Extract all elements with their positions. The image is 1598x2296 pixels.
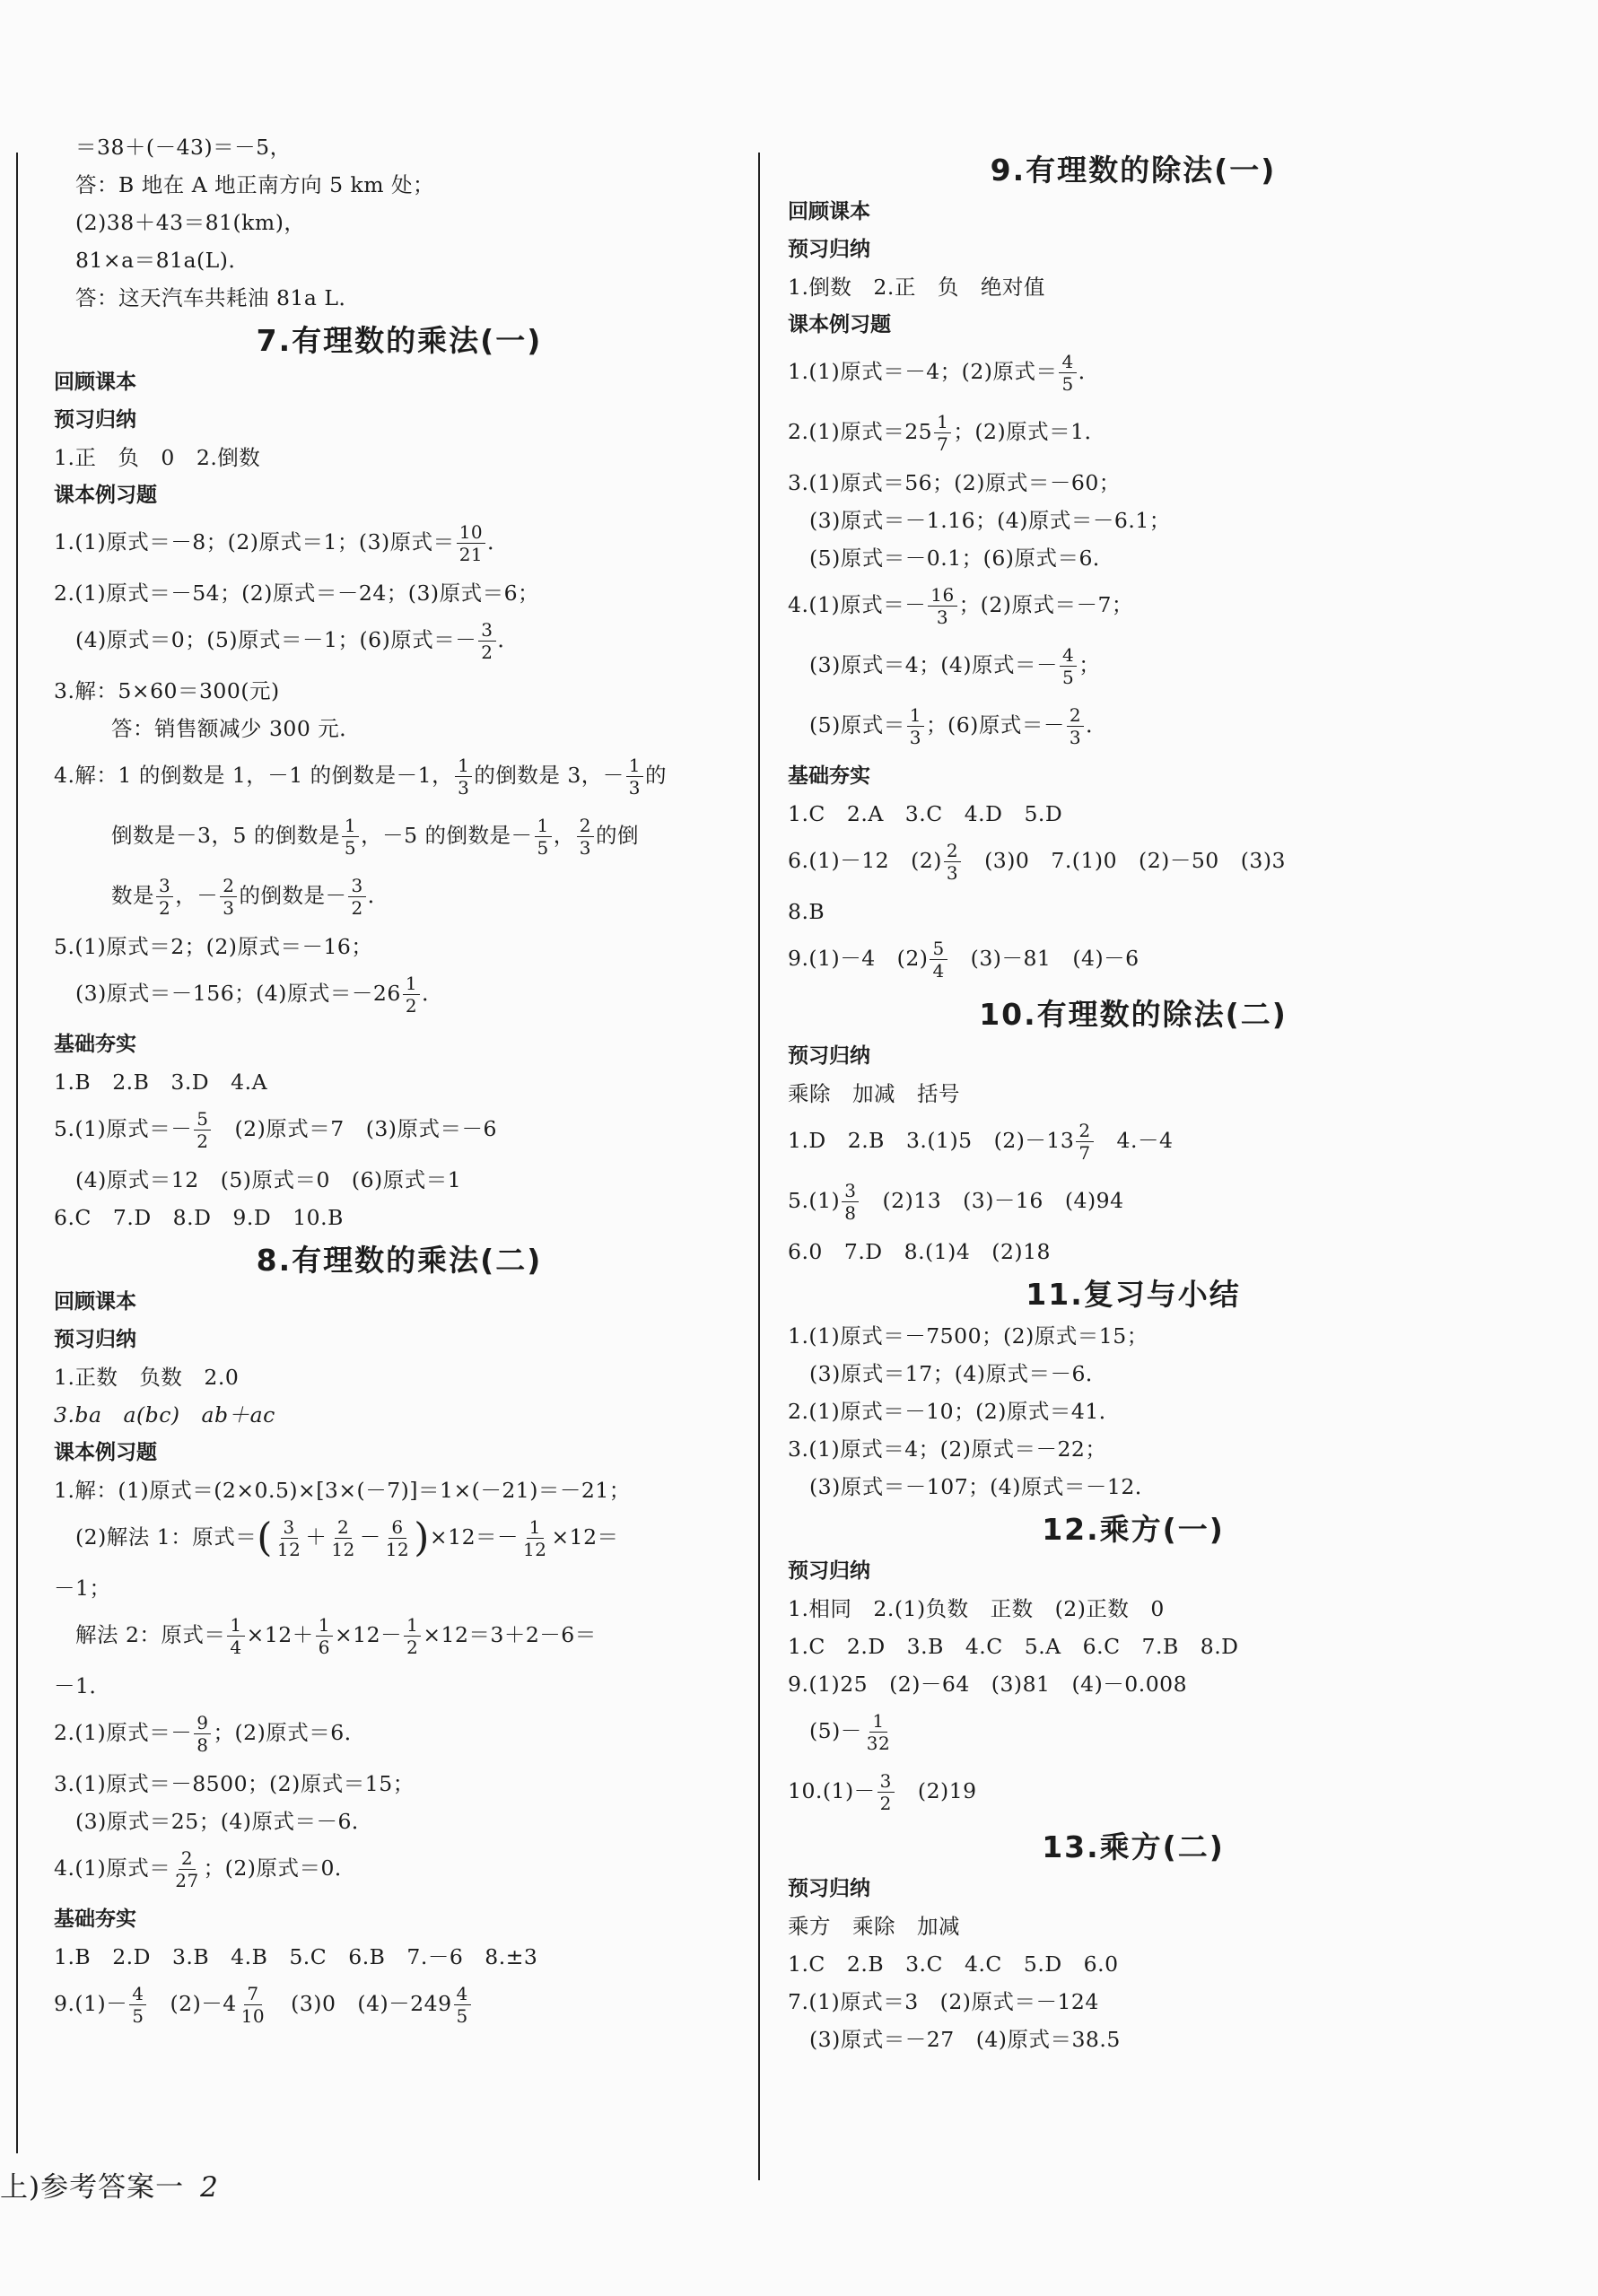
fraction: $\frac{1}{5}$ — [342, 816, 359, 858]
subheading: 基础夯实 — [788, 764, 870, 788]
fraction: $\frac{3}{2}$ — [348, 876, 365, 918]
subheading: 基础夯实 — [54, 1033, 136, 1056]
text-line: (5)原式＝ $\frac{1}{3}$ ；(6)原式＝－ $\frac{2}{3}$ ． — [809, 704, 1108, 748]
text-line: 6.C 7.D 8.D 9.D 10.B — [54, 1205, 344, 1230]
text-line: 1.相同 2.(1)负数 正数 (2)正数 0 — [788, 1596, 1165, 1621]
text-line: (3)原式＝25；(4)原式＝－6． — [75, 1809, 373, 1834]
subheading: 课本例习题 — [788, 313, 891, 336]
section-title-12: 12.乘方(一) — [1042, 1512, 1225, 1547]
fraction: $\frac{2}{3}$ — [1067, 705, 1084, 747]
fraction: $\frac{1}{3}$ — [455, 755, 472, 798]
text-line: 5.(1) $\frac{3}{8}$ (2)13 (3)－16 (4)94 — [788, 1180, 1124, 1224]
text-line: 答：B 地在 A 地正南方向 5 km 处； — [75, 172, 435, 197]
left-margin-rule — [16, 153, 18, 2153]
text-line: 2.(1)原式＝－54；(2)原式＝－24；(3)原式＝6； — [54, 581, 540, 606]
subheading: 预习归纳 — [788, 238, 870, 261]
text-line: 1.C 2.D 3.B 4.C 5.A 6.C 7.B 8.D — [788, 1634, 1239, 1659]
text-line: 4.(1)原式＝ $\frac{2}{27}$ ；(2)原式＝0． — [54, 1847, 356, 1891]
text-line: 2.(1)原式＝25 $\frac{1}{7}$ ；(2)原式＝1． — [788, 411, 1106, 455]
right-column — [788, 151, 1479, 2065]
text-line: 1.(1)原式＝－4；(2)原式＝ $\frac{4}{5}$ ． — [788, 351, 1100, 395]
text-line: 乘方 乘除 加减 — [788, 1914, 960, 1939]
page-footer — [0, 2164, 219, 2204]
fraction: $\frac{10}{21}$ — [457, 522, 485, 564]
fraction: $\frac{1}{3}$ — [907, 705, 924, 747]
fraction: $\frac{2}{27}$ — [175, 1847, 199, 1891]
text-line: 8.B — [788, 899, 825, 924]
subheading: 回顾课本 — [54, 1290, 136, 1314]
text-line: 6.(1)－12 (2) $\frac{2}{3}$ (3)0 7.(1)0 (2)－50 (3)3 — [788, 840, 1286, 884]
fraction: $\frac{4}{5}$ — [1060, 645, 1077, 687]
text-line: －1． — [54, 1673, 111, 1698]
text-line: －1； — [54, 1576, 111, 1601]
fraction: $\frac{4}{5}$ — [454, 1984, 471, 2026]
fraction: $\frac{1}{3}$ — [626, 755, 643, 798]
subheading: 基础夯实 — [54, 1908, 136, 1931]
section-title-13: 13.乘方(二) — [1042, 1829, 1225, 1864]
text-line: 7.(1)原式＝3 (2)原式＝－124 — [788, 1989, 1099, 2014]
text-line: 2.(1)原式＝－10；(2)原式＝41． — [788, 1399, 1121, 1424]
fraction: $\frac{3}{2}$ — [156, 876, 173, 918]
fraction: $\frac{4}{5}$ — [129, 1984, 146, 2026]
column-divider — [758, 153, 760, 2180]
fraction: $\frac{1}{12}$ — [523, 1516, 547, 1560]
fraction: $\frac{1}{5}$ — [535, 816, 552, 858]
page-number: 2 — [200, 2171, 219, 2204]
fraction: $\frac{1}{32}$ — [866, 1710, 891, 1754]
fraction: $\frac{3}{8}$ — [842, 1181, 859, 1223]
section-title-8: 8.有理数的乘法(二) — [256, 1243, 543, 1278]
footer-label: 上)参考答案一 — [0, 2171, 185, 2204]
fraction: $\frac{2}{3}$ — [220, 876, 237, 918]
fraction: $\frac{6}{12}$ — [385, 1516, 410, 1560]
text-line: 5.(1)原式＝－ $\frac{5}{2}$ (2)原式＝7 (3)原式＝－6 — [54, 1108, 497, 1152]
subheading: 预习归纳 — [54, 1328, 136, 1351]
fraction: $\frac{5}{4}$ — [930, 938, 947, 981]
fraction: $\frac{1}{7}$ — [934, 412, 951, 454]
subheading: 预习归纳 — [788, 1044, 870, 1068]
text-line: 1.C 2.B 3.C 4.C 5.D 6.0 — [788, 1951, 1119, 1977]
subheading: 预习归纳 — [54, 408, 136, 432]
fraction: $\frac{3}{2}$ — [878, 1771, 895, 1813]
text-line: 答：这天汽车共耗油 81a L． — [75, 285, 361, 310]
fraction: $\frac{7}{10}$ — [240, 1983, 266, 2027]
subheading: 回顾课本 — [54, 371, 136, 394]
fraction: $\frac{9}{8}$ — [194, 1713, 211, 1755]
text-line: 81×a＝81a(L)． — [75, 248, 250, 273]
section-title-7: 7.有理数的乘法(一) — [256, 323, 543, 358]
text-line: 10.(1)－ $\frac{3}{2}$ (2)19 — [788, 1770, 977, 1814]
text-line: (4)原式＝12 (5)原式＝0 (6)原式＝1 — [75, 1167, 462, 1192]
text-line: (2)解法 1：原式＝( $\frac{3}{12}$ ＋ $\frac{2}{12}$ － $\frac{6}{12}$ )×12＝－ $\frac{1}{12}$ ×12＝ — [75, 1515, 619, 1561]
text-line: (3)原式＝－27 (4)原式＝38.5 — [809, 2027, 1121, 2052]
text-line: (5)－ $\frac{1}{32}$ — [788, 1709, 1479, 1753]
text-line: 1.正 负 0 2.倒数 — [54, 445, 261, 470]
fraction: $\frac{4}{5}$ — [1059, 352, 1076, 394]
fraction: $\frac{5}{2}$ — [194, 1109, 211, 1151]
text-line: 1.倒数 2.正 负 绝对值 — [788, 275, 1045, 300]
subheading: 回顾课本 — [788, 200, 870, 223]
text-line: 数是 $\frac{3}{2}$ ，－ $\frac{2}{3}$ 的倒数是－ $\frac{3}{2}$ ． — [111, 875, 389, 919]
subheading: 课本例习题 — [54, 1441, 157, 1464]
text-line: 1.解：(1)原式＝(2×0.5)×[3×(－7)]＝1×(－21)＝－21； — [54, 1478, 631, 1503]
fraction: $\frac{3}{12}$ — [276, 1516, 301, 1560]
subheading: 预习归纳 — [788, 1877, 870, 1900]
text-line: 3.解：5×60＝300(元) — [54, 678, 280, 703]
text-line: (3)原式＝－107；(4)原式＝－12． — [809, 1474, 1157, 1499]
text-line: (3)原式＝4；(4)原式＝－ $\frac{4}{5}$ ； — [809, 644, 1101, 688]
fraction: $\frac{3}{2}$ — [478, 620, 495, 662]
text-line: 1.B 2.D 3.B 4.B 5.C 6.B 7.－6 8.±3 — [54, 1944, 538, 1969]
text-line: ＝38＋(－43)＝－5， — [75, 135, 292, 160]
text-line: 9.(1)－4 (2) $\frac{5}{4}$ (3)－81 (4)－6 — [788, 938, 1140, 982]
text-line: 1.正数 负数 2.0 — [54, 1365, 240, 1390]
text-line: (3)原式＝17；(4)原式＝－6． — [809, 1361, 1107, 1386]
text-line: 5.(1)原式＝2；(2)原式＝－16； — [54, 934, 373, 959]
subheading: 课本例习题 — [54, 484, 157, 507]
text-line: 4.(1)原式＝－ $\frac{16}{3}$ ；(2)原式＝－7； — [788, 584, 1133, 628]
text-line: 3.(1)原式＝56；(2)原式＝－60； — [788, 470, 1121, 495]
text-line: (5)原式＝－0.1；(6)原式＝6． — [809, 546, 1114, 571]
fraction: $\frac{2}{3}$ — [944, 841, 961, 883]
text-line: (3)原式＝－1.16；(4)原式＝－6.1； — [809, 508, 1171, 533]
text-line: 1.(1)原式＝－8；(2)原式＝1；(3)原式＝ $\frac{10}{21}$ ． — [54, 521, 510, 565]
text-line: 乘除 加减 括号 — [788, 1081, 960, 1106]
text-line: 倒数是－3，5 的倒数是 $\frac{1}{5}$ ，－5 的倒数是－ $\frac{1}{5}$ ， $\frac{2}{3}$ 的倒 — [111, 815, 639, 859]
section-title-11: 11.复习与小结 — [1026, 1277, 1241, 1312]
text-line: 解法 2：原式＝ $\frac{1}{4}$ ×12＋ $\frac{1}{6}$ ×12－ $\frac{1}{2}$ ×12＝3＋2－6＝ — [75, 1614, 597, 1658]
text-line: 9.(1)25 (2)－64 (3)81 (4)－0.008 — [788, 1672, 1188, 1697]
text-line: 答：销售额减少 300 元． — [111, 716, 362, 741]
text-line: 1.B 2.B 3.D 4.A — [54, 1069, 268, 1095]
text-line: (4)原式＝0；(5)原式＝－1；(6)原式＝－ $\frac{3}{2}$ ． — [75, 619, 520, 663]
fraction: $\frac{16}{3}$ — [928, 585, 956, 627]
fraction: $\frac{1}{4}$ — [227, 1615, 244, 1657]
fraction: $\frac{2}{7}$ — [1076, 1121, 1093, 1163]
text-line: 3.(1)原式＝4；(2)原式＝－22； — [788, 1436, 1107, 1462]
section-title-10: 10.有理数的除法(二) — [979, 997, 1288, 1032]
subheading: 预习归纳 — [788, 1559, 870, 1583]
text-line: 2.(1)原式＝－ $\frac{9}{8}$ ；(2)原式＝6． — [54, 1712, 366, 1756]
text-line: 1.D 2.B 3.(1)5 (2)－13 $\frac{2}{7}$ 4.－4 — [788, 1120, 1174, 1164]
text-line: 6.0 7.D 8.(1)4 (2)18 — [788, 1239, 1051, 1264]
text-line: (3)原式＝－156；(4)原式＝－26 $\frac{1}{2}$ ． — [75, 973, 444, 1017]
text-line: 1.C 2.A 3.C 4.D 5.D — [788, 801, 1063, 826]
text-line: 1.(1)原式＝－7500；(2)原式＝15； — [788, 1323, 1148, 1349]
text-line: 4.解：1 的倒数是 1，－1 的倒数是－1， $\frac{1}{3}$ 的倒数是 3，－ $\frac{1}{3}$ 的 — [54, 755, 668, 799]
text-line: (2)38＋43＝81(km)， — [75, 210, 306, 235]
text-line: 3.ba a(bc) ab＋ac — [54, 1402, 275, 1427]
fraction: $\frac{2}{3}$ — [577, 816, 594, 858]
text-line: 9.(1)－ $\frac{4}{5}$ (2)－4 $\frac{7}{10}$ (3)0 (4)－249 $\frac{4}{5}$ — [54, 1982, 745, 2026]
section-title-9: 9.有理数的除法(一) — [990, 153, 1277, 188]
fraction: $\frac{1}{2}$ — [403, 973, 420, 1016]
left-column — [54, 135, 745, 2042]
text-line: 3.(1)原式＝－8500；(2)原式＝15； — [54, 1771, 415, 1796]
fraction: $\frac{1}{2}$ — [404, 1615, 421, 1657]
fraction: $\frac{2}{12}$ — [331, 1516, 355, 1560]
fraction: $\frac{1}{6}$ — [316, 1615, 333, 1657]
